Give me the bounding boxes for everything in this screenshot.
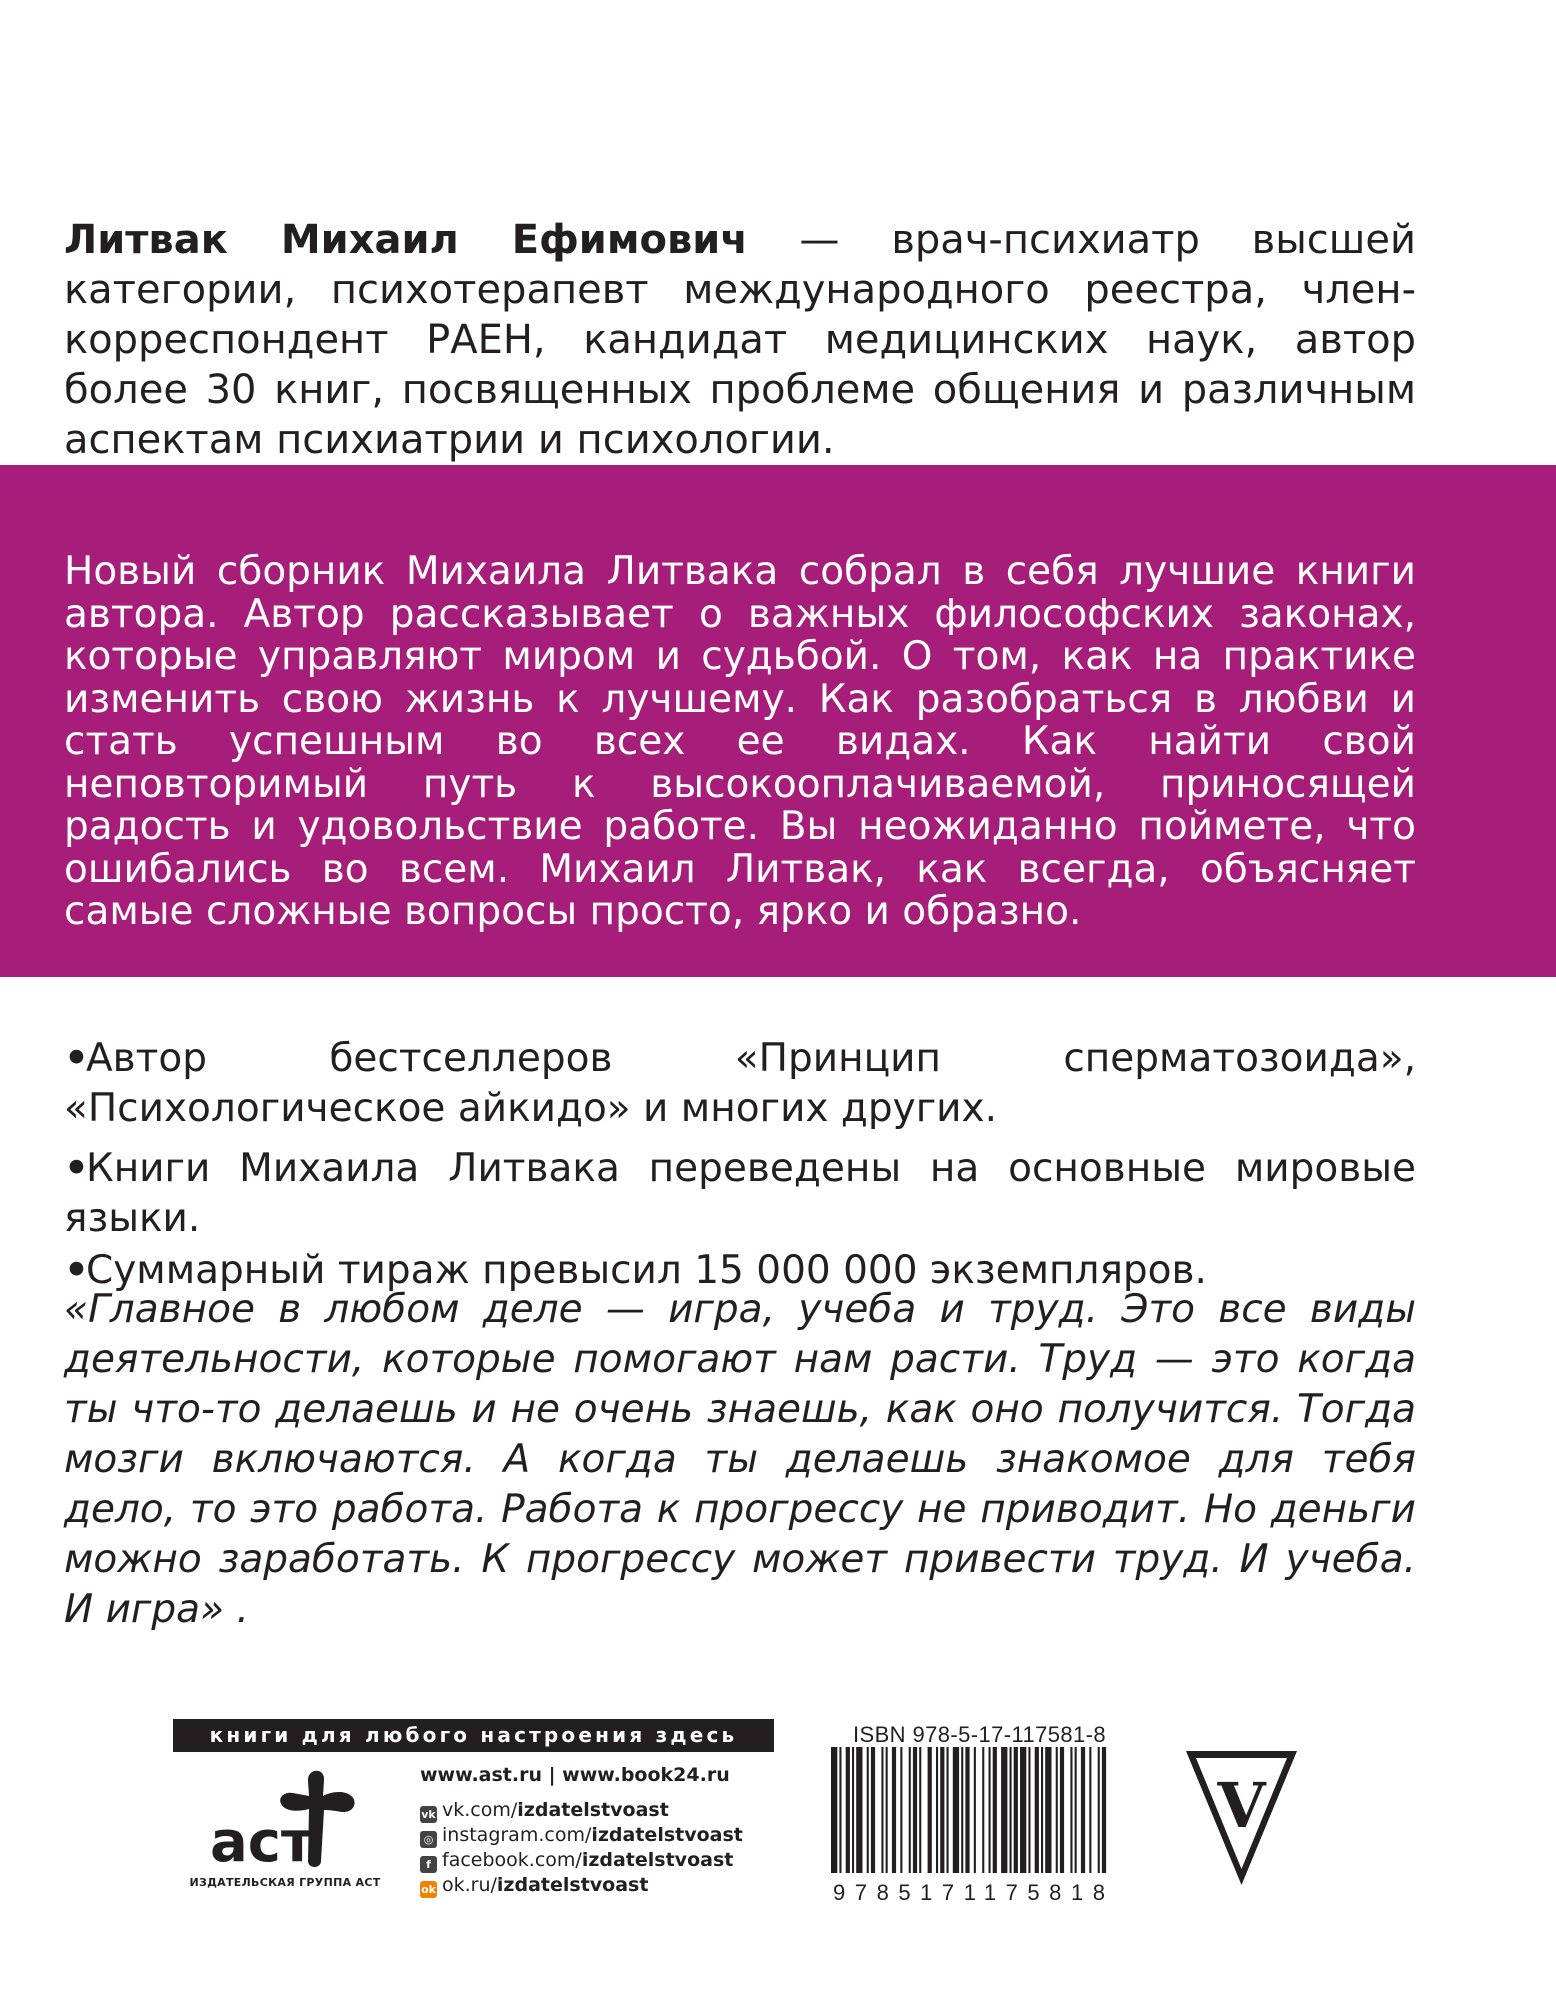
- barcode-bar: [839, 1747, 841, 1873]
- barcode-bar: [1020, 1747, 1026, 1873]
- barcode-bar: [1081, 1747, 1085, 1873]
- barcode-bar: [1014, 1747, 1018, 1873]
- barcode-bar: [1102, 1747, 1106, 1873]
- vk-icon: vk: [421, 1808, 436, 1821]
- barcode-bar: [947, 1747, 949, 1873]
- barcode-bar: [881, 1747, 883, 1873]
- barcode-bar: [852, 1747, 854, 1873]
- barcode-bar: [1075, 1747, 1077, 1873]
- barcode: [825, 1745, 1115, 1905]
- barcode-bar: [900, 1747, 902, 1873]
- ast-logo-text: аст: [210, 1810, 314, 1875]
- barcode-bar: [993, 1747, 997, 1873]
- barcode-bar: [856, 1747, 862, 1873]
- barcode-bar: [961, 1747, 963, 1873]
- publisher-slogan: книги для любого настроения здесь: [173, 1719, 774, 1752]
- barcode-bar: [892, 1747, 896, 1873]
- barcode-bar: [846, 1747, 850, 1873]
- barcode-bar: [1098, 1747, 1100, 1873]
- barcode-bar: [928, 1747, 932, 1873]
- barcode-bar: [1045, 1747, 1051, 1873]
- logo-caption: ИЗДАТЕЛЬСКАЯ ГРУППА АСТ: [189, 1876, 381, 1889]
- social-prefix: instagram.com/: [442, 1824, 592, 1846]
- ok-icon: ok: [421, 1883, 436, 1896]
- imprint-letter: V: [1217, 1769, 1266, 1842]
- author-bio: [64, 215, 1416, 465]
- instagram-icon: ◎: [420, 1831, 437, 1848]
- social-link-vk[interactable]: [420, 1798, 743, 1823]
- publisher-links: [420, 1762, 743, 1898]
- fact-item: [64, 1144, 1416, 1244]
- barcode-bar: [871, 1747, 875, 1873]
- fact-text: Автор бестселлеров «Принцип сперматозоида», «Психологическое айкидо» и многих других.: [64, 1036, 1416, 1131]
- annotation-text: Новый сборник Михаила Литвака собрал в себя лучшие книги автора. Автор рассказывает о важных философских законах, которые управляют миром и судьбой. О том, как на практике изменить свою жизнь к лучшему. Как разобраться в любви и стать успешным во всех ее видах. Как найти свой неповторимый путь к высокооплачиваемой, приносящей радость и удовольствие работе. Вы неожиданно поймете, что ошибались во всем. Михаил Литвак, как всегда, объясняет самые сложные вопросы просто, ярко и образно.: [64, 549, 1416, 934]
- social-link-ok[interactable]: [420, 1873, 743, 1898]
- barcode-bar: [1056, 1747, 1058, 1873]
- barcode-bar: [936, 1747, 938, 1873]
- barcode-digits: 9785171175818: [833, 1880, 1105, 1905]
- social-link-instagram[interactable]: [420, 1823, 743, 1848]
- barcode-bar: [953, 1747, 959, 1873]
- author-quote: «Главное в любом деле — игра, учеба и труд. Это все виды деятельности, которые помогают нам расти. Труд — это когда ты что-то делаешь и не очень знаешь, как оно получится. Тогда мозги включаются. А когда ты делаешь знакомое для тебя дело, то это работа. Работа к прогрессу не приводит. Но деньги можно заработать. К прогрессу может привести труд. И учеба. И игра» .: [64, 1287, 1416, 1632]
- social-handle: izdatelstvoast: [581, 1849, 734, 1871]
- bullet-icon: •: [64, 1036, 89, 1081]
- barcode-bar: [1001, 1747, 1007, 1873]
- website-links[interactable]: www.ast.ru | www.book24.ru: [420, 1764, 730, 1786]
- barcode-bar: [989, 1747, 991, 1873]
- social-link-facebook[interactable]: [420, 1848, 743, 1873]
- fact-text: Книги Михаила Литвака переведены на основные мировые языки.: [64, 1146, 1416, 1241]
- barcode-bar: [909, 1747, 911, 1873]
- barcode-bar: [1070, 1747, 1072, 1873]
- social-handle: izdatelstvoast: [591, 1824, 743, 1846]
- social-prefix: facebook.com/: [442, 1849, 582, 1871]
- social-handle: izdatelstvoast: [496, 1874, 649, 1896]
- author-name: Литвак Михаил Ефимович: [64, 217, 748, 263]
- fact-text: Суммарный тираж превысил 15 000 000 экземпляров.: [86, 1248, 1207, 1293]
- imprint-triangle-mark: [1183, 1748, 1300, 1888]
- barcode-bar: [886, 1747, 888, 1873]
- barcode-bar: [867, 1747, 869, 1873]
- barcode-bar: [1060, 1747, 1064, 1873]
- barcode-bar: [1028, 1747, 1030, 1873]
- bullet-icon: •: [64, 1248, 89, 1293]
- barcode-bar: [940, 1747, 944, 1873]
- fact-item: [64, 1034, 1416, 1134]
- barcode-bar: [1041, 1747, 1043, 1873]
- barcode-bar: [919, 1747, 921, 1873]
- barcode-bars: [831, 1747, 1106, 1873]
- isbn-label: ISBN 978-5-17-117581-8: [853, 1722, 1106, 1747]
- facebook-icon: f: [420, 1856, 437, 1873]
- social-handle: izdatelstvoast: [517, 1799, 669, 1821]
- social-prefix: vk.com/: [442, 1799, 518, 1821]
- social-prefix: ok.ru/: [442, 1874, 497, 1896]
- barcode-bar: [913, 1747, 917, 1873]
- barcode-bar: [1010, 1747, 1012, 1873]
- barcode-bar: [1089, 1747, 1091, 1873]
- barcode-bar: [974, 1747, 976, 1873]
- facts-list: [64, 1034, 1416, 1296]
- bullet-icon: •: [64, 1146, 89, 1191]
- barcode-bar: [1035, 1747, 1039, 1873]
- barcode-bar: [831, 1747, 837, 1873]
- author-description: — врач-психиатр высшей категории, психотерапевт международного реестра, член-корреспондент РАЕН, кандидат медицинских наук, автор более 30 книг, посвященных проблеме общения и различным аспектам психиатрии и психологии.: [64, 217, 1416, 463]
- barcode-bar: [982, 1747, 984, 1873]
- barcode-bar: [965, 1747, 969, 1873]
